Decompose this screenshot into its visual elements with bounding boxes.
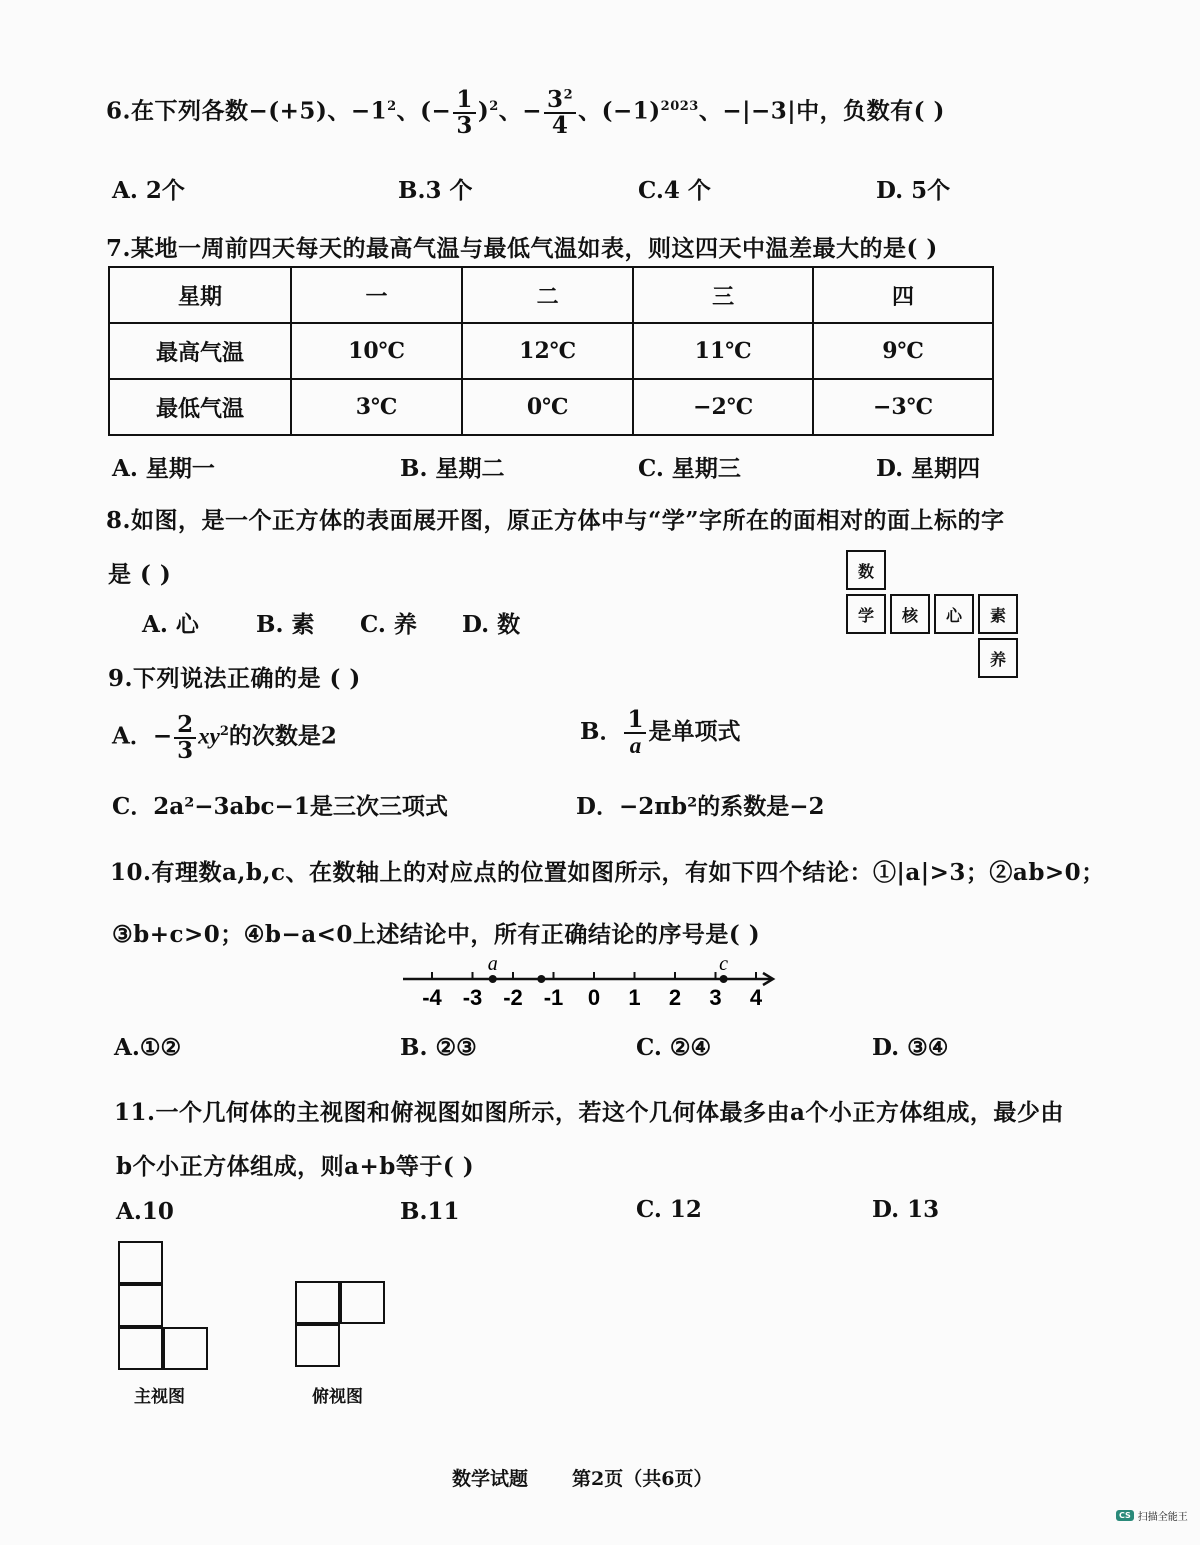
front-view-square [118,1284,163,1327]
scanner-logo-icon: CS [1116,1510,1134,1521]
q7-option-d[interactable]: D. 星期四 [876,455,981,482]
q9-option-b[interactable]: B． $\frac{1}{a}$ 是单项式 [580,705,741,758]
q7-option-a[interactable]: A. 星期一 [112,455,215,482]
q9-stem: 9.下列说法正确的是 ( ) [108,665,361,692]
q8-stem-line1: 8.如图，是一个正方体的表面展开图，原正方体中与“学”字所在的面相对的面上标的字 [106,507,1005,534]
q11-option-c[interactable]: C. 12 [636,1196,702,1223]
q7-option-b[interactable]: B. 星期二 [400,455,505,482]
table-cell: 0℃ [462,379,633,435]
q6-fraction-1: $\frac{1}{3}$ [453,88,476,138]
q7-option-c[interactable]: C. 星期三 [638,455,741,482]
scanner-app-name: 扫描全能王 [1137,1512,1188,1523]
net-face: 学 [846,594,886,634]
q11-option-b[interactable]: B.11 [400,1198,460,1225]
number-line-tick-label: 3 [709,985,722,1010]
q11-stem-line2: b个小正方体组成，则a+b等于( ) [116,1153,475,1180]
table-cell: 3℃ [291,379,462,435]
q6-option-b[interactable]: B.3 个 [398,177,473,204]
number-line-tick-label: -4 [422,985,442,1010]
number-line-tick-label: 2 [668,985,682,1010]
table-row [109,267,993,323]
q10-stem-line1: 10.有理数a,b,c、在数轴上的对应点的位置如图所示，有如下四个结论：①|a|>3；②ab>0； [110,859,1105,886]
table-row [109,323,993,379]
q9-option-c[interactable]: C．2a²−3abc−1是三次三项式 [112,793,448,820]
q11-stem-line1: 11.一个几何体的主视图和俯视图如图所示，若这个几何体最多由a个小正方体组成，最少由 [114,1099,1064,1126]
q10-option-a[interactable]: A.①② [114,1034,182,1061]
table-cell: 10℃ [291,323,462,379]
footer-page-number: 第2页（共6页） [572,1468,713,1490]
table-cell: 最高气温 [109,323,291,379]
q10-option-b[interactable]: B. ②③ [400,1034,477,1061]
top-view-square [340,1281,385,1324]
q7-stem: 7.某地一周前四天每天的最高气温与最低气温如表，则这四天中温差最大的是( ) [106,235,938,262]
number-line-tick-label: 1 [628,985,641,1010]
number-line-tick-label: 0 [587,985,601,1010]
table-cell: 二 [462,267,633,323]
q11-option-a[interactable]: A.10 [116,1198,174,1225]
number-line-figure [395,952,785,1014]
q8-option-b[interactable]: B. 素 [256,611,315,638]
q8-option-c[interactable]: C. 养 [360,611,417,638]
net-face-top: 数 [846,550,886,590]
table-cell: 四 [813,267,993,323]
point-c-dot [720,975,728,983]
net-face: 素 [978,594,1018,634]
number-line-tick-label: -3 [462,985,483,1010]
number-line-tick-label: -1 [543,985,564,1010]
point-c-label: c [719,953,729,975]
q11-option-d[interactable]: D. 13 [872,1196,940,1223]
table-cell: 三 [633,267,813,323]
q10-stem-line2: ③b+c>0；④b−a<0上述结论中，所有正确结论的序号是( ) [112,921,761,948]
front-view-caption: 主视图 [134,1387,185,1407]
q9-option-d[interactable]: D．−2πb²的系数是−2 [576,793,825,820]
scanner-watermark [1116,1508,1188,1523]
point-b-dot [537,975,545,983]
table-cell: 星期 [109,267,291,323]
net-face-bottom: 养 [978,638,1018,678]
q9-option-a[interactable]: A．− $\frac{2}{3}$ $xy^2$的次数是2 [112,710,337,764]
q6-option-d[interactable]: D. 5个 [876,177,951,204]
temperature-table [108,266,994,436]
number-line-tick-label: 4 [749,985,763,1010]
table-cell: −3℃ [813,379,993,435]
q6-option-c[interactable]: C.4 个 [638,177,711,204]
table-cell: −2℃ [633,379,813,435]
q9-fraction-a: $\frac{2}{3}$ [174,713,196,763]
table-cell: 9℃ [813,323,993,379]
q6-fraction-2: $\frac{3^2}{4}$ [544,88,576,138]
point-a-dot [489,975,497,983]
table-cell: 一 [291,267,462,323]
net-face: 核 [890,594,930,634]
q9-fraction-b: $\frac{1}{a}$ [624,708,646,758]
table-cell: 11℃ [633,323,813,379]
front-view-square [163,1327,208,1370]
q10-option-d[interactable]: D. ③④ [872,1034,949,1061]
q8-stem-line2: 是 ( ) [108,561,172,588]
q10-option-c[interactable]: C. ②④ [636,1034,712,1061]
footer-subject: 数学试题 [452,1468,529,1490]
top-view-square [295,1281,340,1324]
front-view-square [118,1327,163,1370]
net-face: 心 [934,594,974,634]
q6-stem: 6.在下列各数−(+5)、$-1^2$、(− $\frac{1}{3}$ )$^2$、− $\frac{3^2}{4}$ 、$(-1)^{2023}$、−|−3|中，负数有( ) [106,85,945,139]
q8-option-d[interactable]: D. 数 [462,611,521,638]
q6-option-a[interactable]: A. 2个 [112,177,185,204]
table-cell: 12℃ [462,323,633,379]
table-cell: 最低气温 [109,379,291,435]
number-line-tick-label: -2 [503,985,523,1010]
front-view-square [118,1241,163,1284]
q8-option-a[interactable]: A. 心 [142,611,199,638]
top-view-caption: 俯视图 [312,1387,363,1407]
top-view-square [295,1324,340,1367]
table-row [109,379,993,435]
point-a-label: a [487,953,498,975]
